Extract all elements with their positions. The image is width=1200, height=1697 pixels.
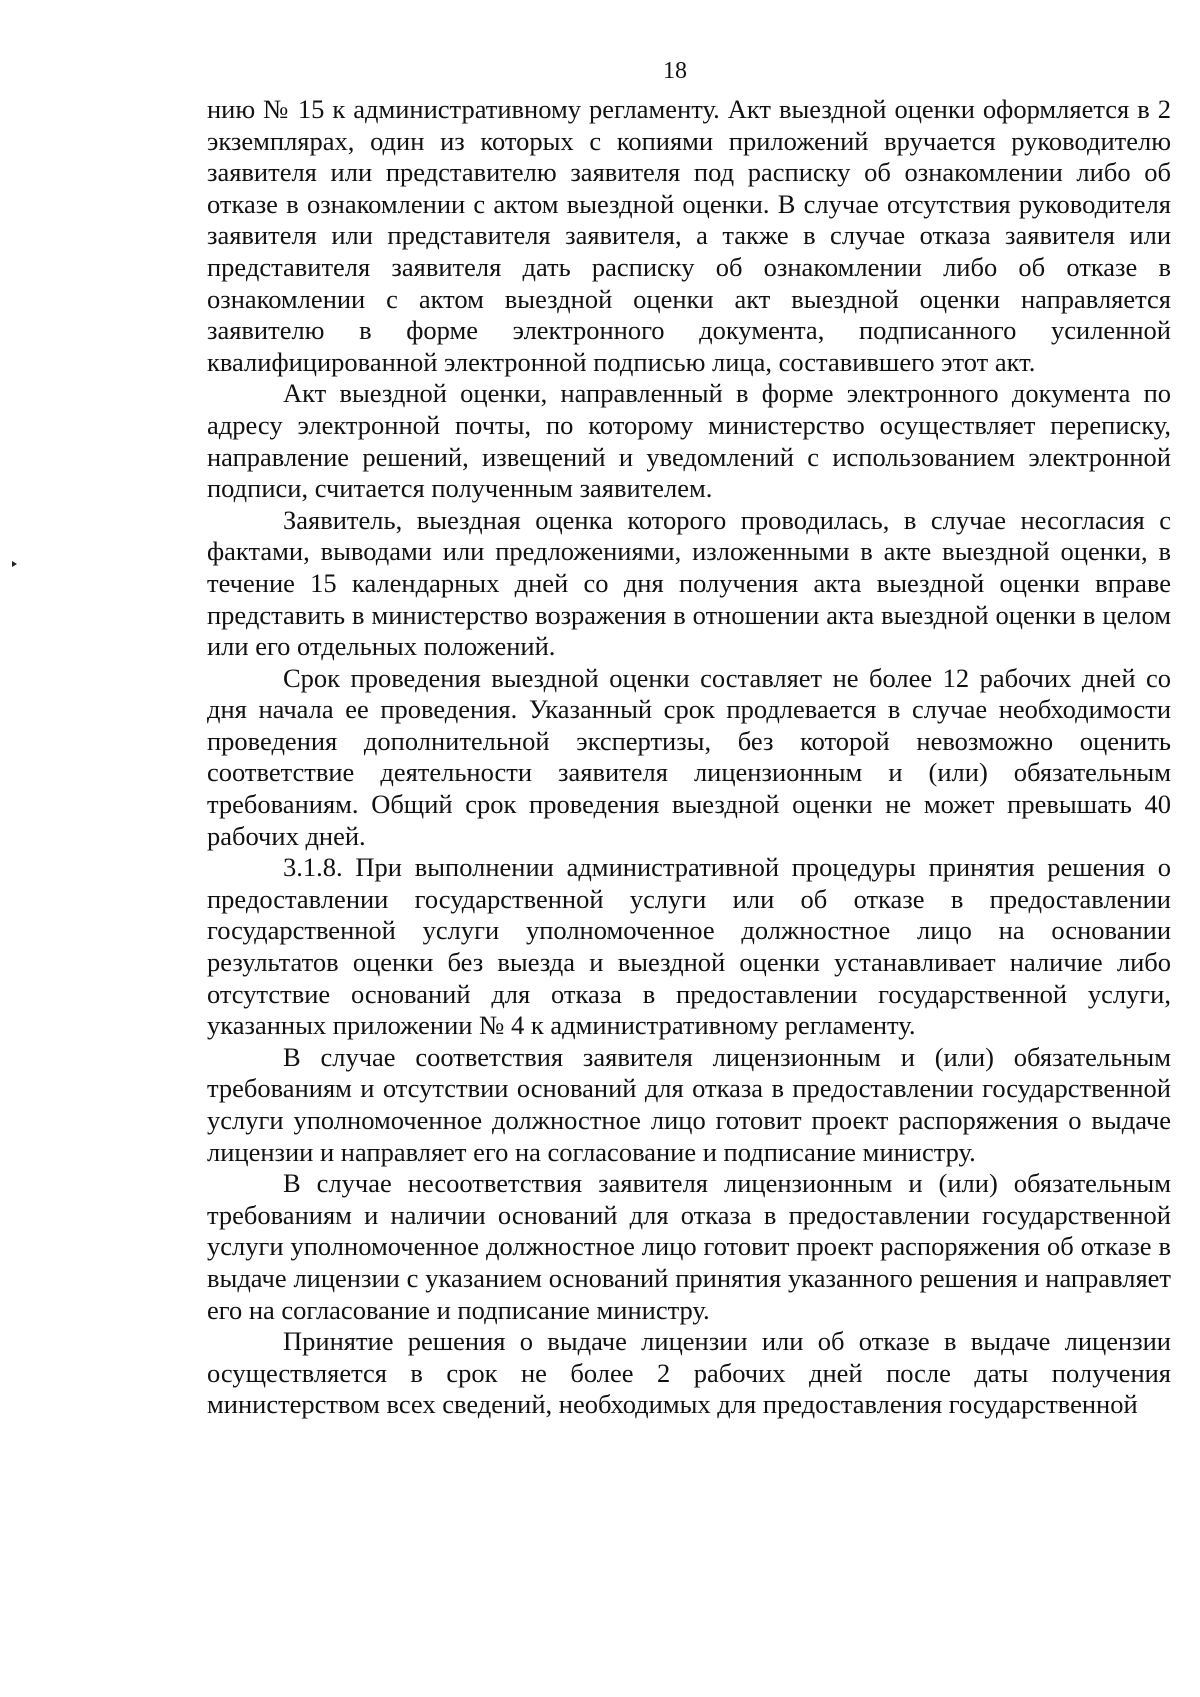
paragraph-objections: Заявитель, выездная оценка которого проводилась, в случае несогласия с фактами, выводами или предложениями, изложенными в акте выездной оценки, в течение 15 календарных дней со дня получения акта выездной оценки вправе представить в министерство возражения в отношении акта выездной оценки в целом или его отдельных положений.	[207, 504, 1171, 662]
paragraph-decision-term: Принятие решения о выдаче лицензии или об отказе в выдаче лицензии осуществляется в срок не более 2 рабочих дней после даты получения министерством всех сведений, необходимых для предоставления государственной	[207, 1326, 1171, 1420]
document-body	[207, 94, 1171, 1421]
paragraph-electronic-delivery: Акт выездной оценки, направленный в форме электронного документа по адресу электронной почты, по которому министерство осуществляет переписку, направление решений, извещений и уведомлений с использованием электронной подписи, считается полученным заявителем.	[207, 378, 1171, 504]
paragraph-act-execution: нию № 15 к административному регламенту. Акт выездной оценки оформляется в 2 экземплярах, один из которых с копиями приложений вручается руководителю заявителя или представителю заявителя под расписку об ознакомлении либо об отказе в ознакомлении с актом выездной оценки. В случае отсутствия руководителя заявителя или представителя заявителя, а также в случае отказа заявителя или представителя заявителя дать расписку об ознакомлении либо об отказе в ознакомлении с актом выездной оценки акт выездной оценки направляется заявителю в форме электронного документа, подписанного усиленной квалифицированной электронной подписью лица, составившего этот акт.	[207, 94, 1171, 377]
paragraph-inspection-term: Срок проведения выездной оценки составляет не более 12 рабочих дней со дня начала ее проведения. Указанный срок продлевается в случае необходимости проведения дополнительной экспертизы, без которой невозможно оценить соответствие деятельности заявителя лицензионным и (или) обязательным требованиям. Общий срок проведения выездной оценки не может превышать 40 рабочих дней.	[207, 662, 1171, 851]
paragraph-decision-procedure: 3.1.8. При выполнении административной процедуры принятия решения о предоставлении государственной услуги или об отказе в предоставлении государственной услуги уполномоченное должностное лицо на основании результатов оценки без выезда и выездной оценки устанавливает наличие либо отсутствие оснований для отказа в предоставлении государственной услуги, указанных приложении № 4 к административному регламенту.	[207, 852, 1171, 1041]
paragraph-license-refusal: В случае несоответствия заявителя лицензионным и (или) обязательным требованиям и наличии оснований для отказа в предоставлении государственной услуги уполномоченное должностное лицо готовит проект распоряжения об отказе в выдаче лицензии с указанием оснований принятия указанного решения и направляет его на согласование и подписание министру.	[207, 1168, 1171, 1325]
paragraph-license-grant: В случае соответствия заявителя лицензионным и (или) обязательным требованиям и отсутствии оснований для отказа в предоставлении государственной услуги уполномоченное должностное лицо готовит проект распоряжения о выдаче лицензии и направляет его на согласование и подписание министру.	[207, 1041, 1171, 1167]
page-number: 18	[663, 58, 687, 84]
margin-arrow-mark	[12, 561, 17, 567]
